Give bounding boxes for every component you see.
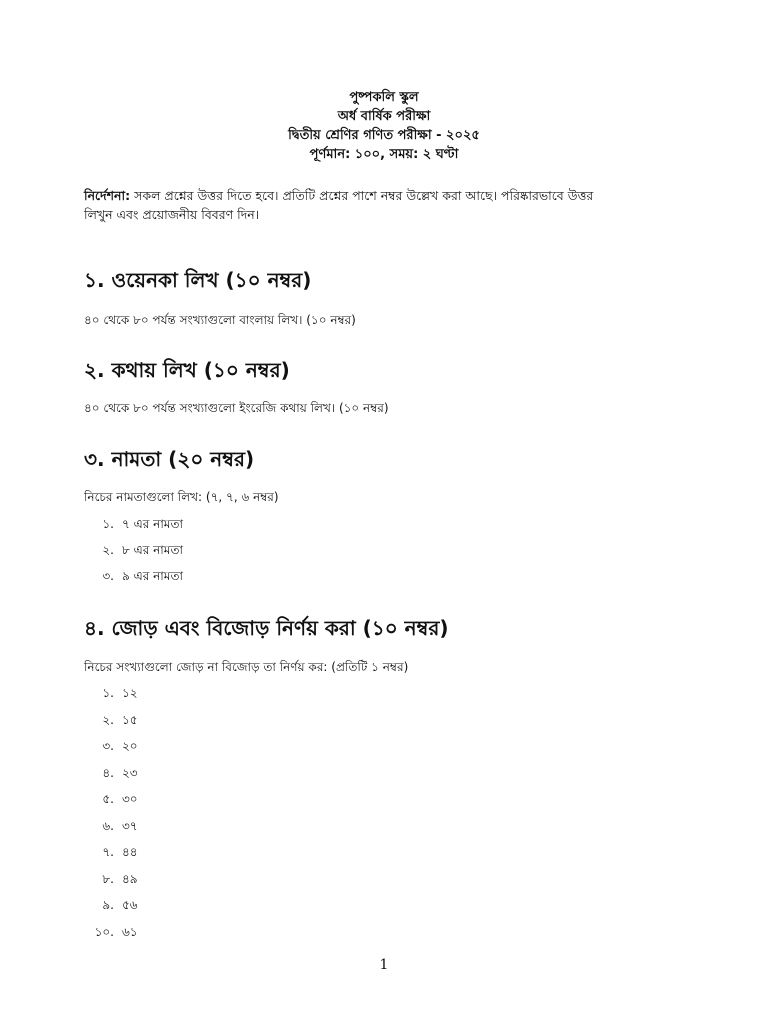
list-item: ৫. ৩০ (102, 792, 138, 806)
list-item: ৩. ৯ এর নামতা (102, 569, 183, 583)
section-1-text: ৪০ থেকে ৮০ পর্যন্ত সংখ্যাগুলো বাংলায় লিখ। (১০ নম্বর) (84, 313, 356, 327)
list-item: ৪. ২৩ (102, 766, 138, 780)
section-1-title: ১. ওয়েনকা লিখ (১০ নম্বর) (84, 268, 312, 292)
section-2-text: ৪০ থেকে ৮০ পর্যন্ত সংখ্যাগুলো ইংরেজি কথায় লিখ। (১০ নম্বর) (84, 401, 389, 415)
instructions-line2: লিখুন এবং প্রয়োজনীয় বিবরণ দিন। (84, 207, 260, 222)
exam-header (0, 88, 768, 164)
section-2-title: ২. কথায় লিখ (১০ নম্বর) (84, 358, 290, 382)
list-item: ১. ১২ (102, 686, 138, 700)
list-item: ৬. ৩৭ (102, 819, 138, 833)
subject-title: দ্বিতীয় শ্রেণির গণিত পরীক্ষা - ২০২৫ (288, 128, 480, 143)
list-item: ২. ৮ এর নামতা (102, 543, 183, 557)
section-3-text: নিচের নামতাগুলো লিখ: (৭, ৭, ৬ নম্বর) (84, 490, 279, 504)
instructions-line1: সকল প্রশ্নের উত্তর দিতে হবে। প্রতিটি প্রশ্নের পাশে নম্বর উল্লেখ করা আছে। পরিষ্কারভাবে উত্তর (130, 188, 594, 203)
marks-time: পূর্ণমান: ১০০, সময়: ২ ঘণ্টা (309, 147, 459, 162)
list-item: ২. ১৫ (102, 713, 138, 727)
exam-name: অর্ধ বার্ষিক পরীক্ষা (337, 109, 431, 124)
section-3-title: ৩. নামতা (২০ নম্বর) (84, 447, 255, 471)
list-item: ১. ৭ এর নামতা (102, 517, 183, 531)
list-item: ৯. ৫৬ (102, 898, 138, 912)
instructions (84, 186, 684, 224)
instructions-label: নির্দেশনা: (84, 188, 131, 203)
section-4-text: নিচের সংখ্যাগুলো জোড় না বিজোড় তা নির্ণয় কর: (প্রতিটি ১ নম্বর) (84, 660, 409, 674)
list-item: ১০. ৬১ (94, 925, 138, 939)
school-name: পুষ্পকলি স্কুল (349, 90, 419, 105)
list-item: ৩. ২০ (102, 739, 138, 753)
section-4-title: ৪. জোড় এবং বিজোড় নির্ণয় করা (১০ নম্বর) (84, 616, 449, 640)
list-item: ৮. ৪৯ (102, 872, 138, 886)
list-item: ৭. ৪৪ (102, 845, 138, 859)
page-number: 1 (379, 957, 389, 973)
